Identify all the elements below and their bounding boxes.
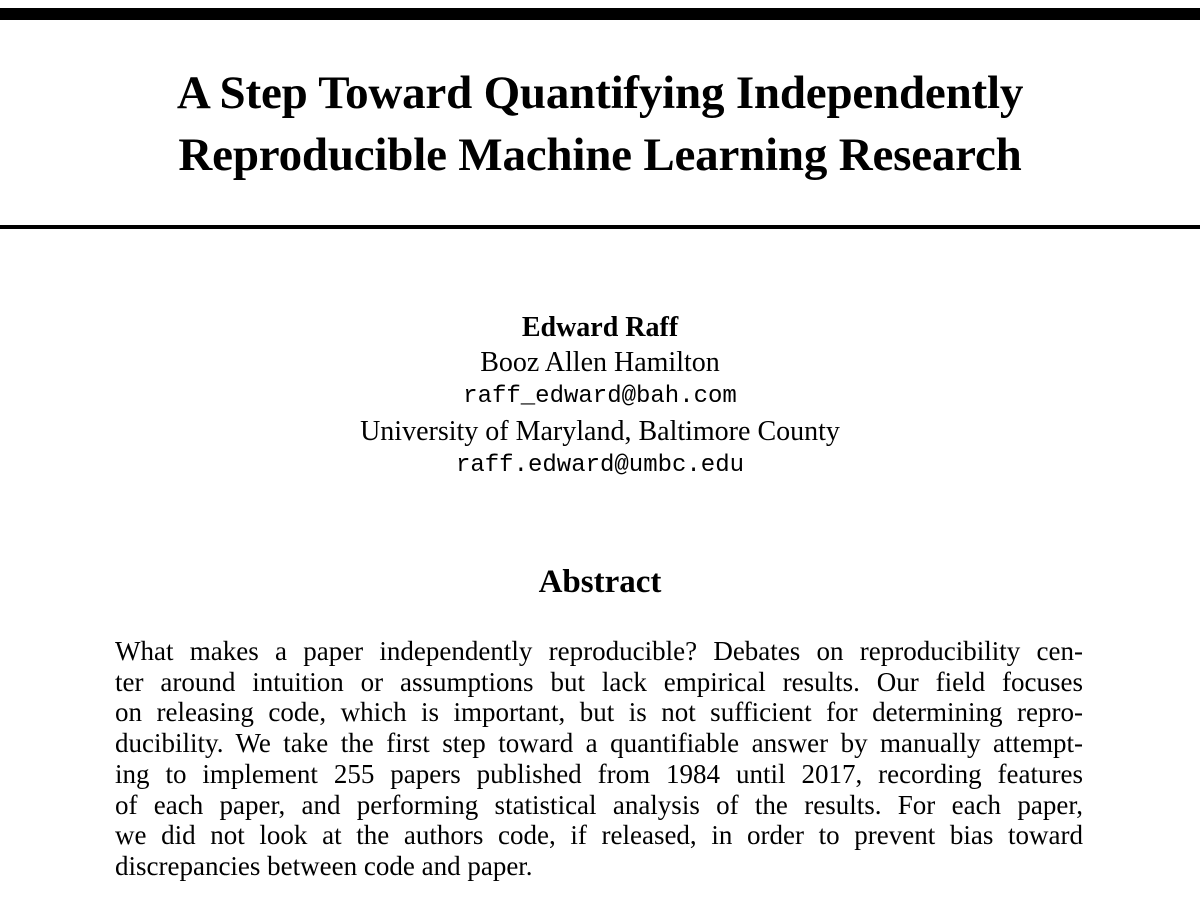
author-email: raff.edward@umbc.edu bbox=[455, 452, 745, 479]
author-email: raff_edward@bah.com bbox=[463, 383, 737, 410]
author-name: Edward Raff bbox=[521, 312, 679, 343]
title-bottom-rule bbox=[0, 225, 1200, 229]
abstract-line: ducibility. We take the first step toward a quantifiable answer by manually attempt- bbox=[115, 728, 1083, 759]
abstract-body bbox=[115, 636, 1083, 882]
paper-title bbox=[0, 62, 1200, 186]
abstract-line: ing to implement 255 papers published from 1984 until 2017, recording features bbox=[115, 758, 1083, 789]
abstract-line: ter around intuition or assumptions but lack empirical results. Our field focuses bbox=[115, 666, 1083, 697]
title-line: A Step Toward Quantifying Independently bbox=[176, 67, 1024, 119]
author-affiliation: University of Maryland, Baltimore County bbox=[360, 415, 840, 447]
abstract-heading: Abstract bbox=[538, 564, 662, 600]
author-affiliation: Booz Allen Hamilton bbox=[480, 346, 720, 378]
title-line: Reproducible Machine Learning Research bbox=[178, 129, 1022, 181]
top-rule bbox=[0, 8, 1200, 20]
abstract-line: What makes a paper independently reproducible? Debates on reproducibility cen- bbox=[115, 636, 1083, 666]
abstract-line: we did not look at the authors code, if released, in order to prevent bias toward bbox=[115, 820, 1083, 851]
abstract-line: of each paper, and performing statistical analysis of the results. For each paper, bbox=[115, 789, 1083, 820]
author-block bbox=[0, 311, 1200, 484]
abstract-line: discrepancies between code and paper. bbox=[115, 850, 533, 881]
abstract-line: on releasing code, which is important, but is not sufficient for determining repro- bbox=[115, 697, 1083, 728]
